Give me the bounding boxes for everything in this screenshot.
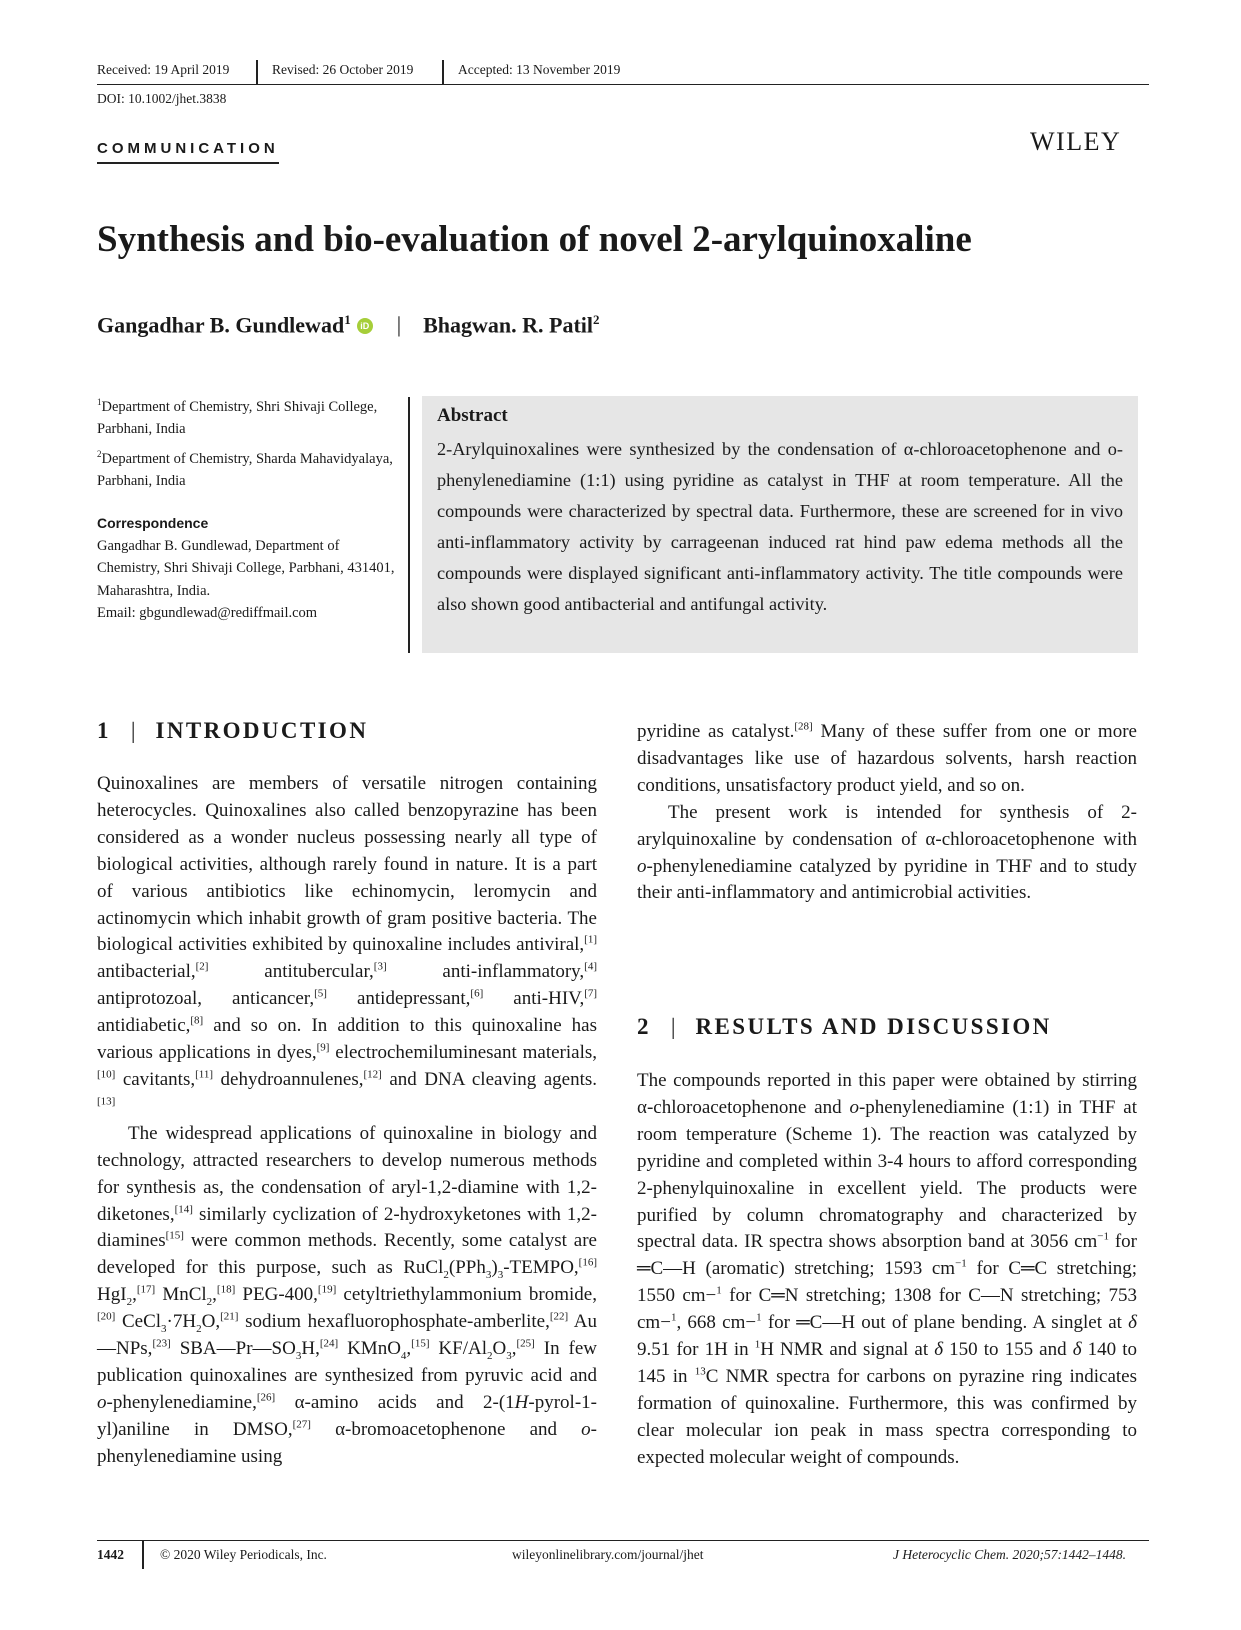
- affiliation-marker: 1: [97, 397, 102, 407]
- paragraph: pyridine as catalyst.[28] Many of these suffer from one or more disadvantages like use of hazardous solvents, harsh reaction conditions, unsatisfactory product yield, and so on.: [637, 720, 1137, 796]
- orcid-icon[interactable]: iD: [357, 318, 373, 334]
- abstract-box: [422, 396, 1138, 653]
- divider: [142, 1541, 144, 1569]
- author-name[interactable]: Bhagwan. R. Patil: [423, 312, 594, 338]
- correspondence-email[interactable]: Email: gbgundlewad@rediffmail.com: [97, 605, 318, 621]
- accepted-date: Accepted: 13 November 2019: [458, 62, 621, 77]
- affiliation-text: Department of Chemistry, Shri Shivaji College, Parbhani, India: [97, 398, 378, 438]
- abstract-text: 2-Arylquinoxalines were synthesized by the condensation of α-chloroacetophenone and o-phenylenediamine (1:1) using pyridine as catalyst in THF at room temperature. All the compounds were characterized by spectral data. Furthermore, these are screened for in vivo anti-inflammatory activity by carrageenan induced rat hind paw edema methods all the compounds were displayed significant anti-inflammatory activity. The title compounds were also shown good antibacterial and antifungal activity.: [437, 439, 1123, 614]
- correspondence-heading: Correspondence: [97, 515, 209, 531]
- author-name[interactable]: Gangadhar B. Gundlewad: [97, 312, 345, 338]
- abstract-heading: Abstract: [437, 405, 508, 426]
- paragraph: The widespread applications of quinoxaline in biology and technology, attracted researchers to develop numerous methods for synthesis as, the condensation of aryl-1,2-diamine with 1,2-diketones,[14] similarly cyclization of 2-hydroxyketones with 1,2-diamines[15] were common methods. Recently, some catalyst are developed for this purpose, such as $RuCl_2(PPh_3)_3-TEMPO,[16]$ HgI$_2$,[17] MnCl$_2$,[18] PEG-400,[19] cetyltriethylammonium bromide,[20] $CeCl_3\cdot 7H_2O,[21]$ sodium hexafluorophosphate-amberlite,[22] Au—NPs,[23] $SBA—Pr—SO_3H,[24]$ KMnO$_4$,[15] $KF/Al_2O_3,[25]$ In few publication quinoxalines are synthesized from pyruvic acid and o-phenylenediamine,[26] α-amino acids and 2-(1H-pyrol-1-yl)aniline in DMSO,[27] α-bromoacetophenone and o-phenylenediamine using: [97, 1122, 597, 1467]
- introduction-body: [97, 771, 597, 1471]
- results-body: [637, 1068, 1137, 1472]
- divider: [256, 60, 258, 84]
- copyright: © 2020 Wiley Periodicals, Inc.: [160, 1547, 327, 1562]
- paragraph: The compounds reported in this paper were obtained by stirring α-chloroacetophenone and o-phenylenediamine (1:1) in THF at room temperature (Scheme 1). The reaction was catalyzed by pyridine and completed within 3-4 hours to afford corresponding 2-phenylquinoxaline in excellent yield. The products were purified by column chromatography and characterized by spectral data. IR spectra shows absorption band at 3056 $cm^{-1}$ for ═C—H (aromatic) stretching; 1593 $cm^{-1}$ for C═C stretching; 1550 cm−$^1$ for C═N stretching; 1308 for C—N stretching; 753 cm−$^1$, 668 cm−$^1$ for ═C—H out of plane bending. A singlet at δ 9.51 for 1H in $^1$H NMR and signal at δ 150 to 155 and δ 140 to 145 in $^{13}$C NMR spectra for carbons on pyrazine ring indicates formation of quinoxaline. Furthermore, this was confirmed by clear molecular ion peak in mass spectra corresponding to expected molecular weight of compounds.: [637, 1070, 1137, 1468]
- affiliation-text: Department of Chemistry, Sharda Mahavidyalaya, Parbhani, India: [97, 450, 393, 490]
- section-bar: |: [670, 1014, 676, 1039]
- journal-url[interactable]: wileyonlinelibrary.com/journal/jhet: [512, 1547, 704, 1562]
- received-date: Received: 19 April 2019: [97, 62, 230, 77]
- citation: J Heterocyclic Chem. 2020;57:1442–1448.: [893, 1547, 1127, 1562]
- page-number: 1442: [97, 1547, 124, 1562]
- section-type: COMMUNICATION: [97, 140, 279, 164]
- divider: [442, 60, 444, 84]
- affiliation-marker: 2: [97, 449, 102, 459]
- article-title: Synthesis and bio-evaluation of novel 2-arylquinoxaline: [97, 219, 972, 260]
- section-title: INTRODUCTION: [155, 718, 369, 743]
- correspondence: [97, 512, 397, 625]
- section-title: RESULTS AND DISCUSSION: [695, 1014, 1052, 1039]
- affiliation-2: [97, 443, 397, 493]
- divider: [408, 397, 410, 653]
- section-heading-results: [637, 1014, 1052, 1040]
- page-footer: [97, 1540, 1149, 1571]
- section-number: 1: [97, 718, 111, 743]
- wiley-logo: WILEY: [1030, 127, 1122, 156]
- author-list: [97, 312, 600, 338]
- author-separator: |: [396, 312, 402, 338]
- doi[interactable]: DOI: 10.1002/jhet.3838: [97, 91, 227, 106]
- section-heading-introduction: [97, 718, 368, 744]
- revised-date: Revised: 26 October 2019: [272, 62, 414, 77]
- section-number: 2: [637, 1014, 651, 1039]
- paragraph: The present work is intended for synthesis of 2-arylquinoxaline by condensation of α-chloroacetophenone with o-phenylenediamine catalyzed by pyridine in THF and to study their anti-inflammatory and antimicrobial activities.: [637, 801, 1137, 904]
- paragraph: Quinoxalines are members of versatile nitrogen containing heterocycles. Quinoxalines also called benzopyrazine has been considered as a wonder nucleus possessing nearly all type of biological activities, although rarely found in nature. It is a part of various antibiotics like echinomycin, leromycin and actinomycin which inhabit growth of gram positive bacteria. The biological activities exhibited by quinoxaline includes antiviral,[1] antibacterial,[2] antitubercular,[3] anti-inflammatory,[4] antiprotozoal, anticancer,[5] antidepressant,[6] anti-HIV,[7] antidiabetic,[8] and so on. In addition to this quinoxaline has various applications in dyes,[9] electrochemiluminesant materials,[10] cavitants,[11] dehydroannulenes,[12] and DNA cleaving agents.[13]: [97, 773, 598, 1108]
- section-bar: |: [130, 718, 136, 743]
- article-dates: [97, 60, 1149, 85]
- introduction-body-continued: [637, 719, 1137, 907]
- affiliation-marker: 1: [344, 312, 351, 327]
- affiliation-marker: 2: [593, 312, 600, 327]
- affiliation-1: [97, 391, 397, 441]
- correspondence-text: Gangadhar B. Gundlewad, Department of Chemistry, Shri Shivaji College, Parbhani, 431401, Maharashtra, India.: [97, 537, 395, 599]
